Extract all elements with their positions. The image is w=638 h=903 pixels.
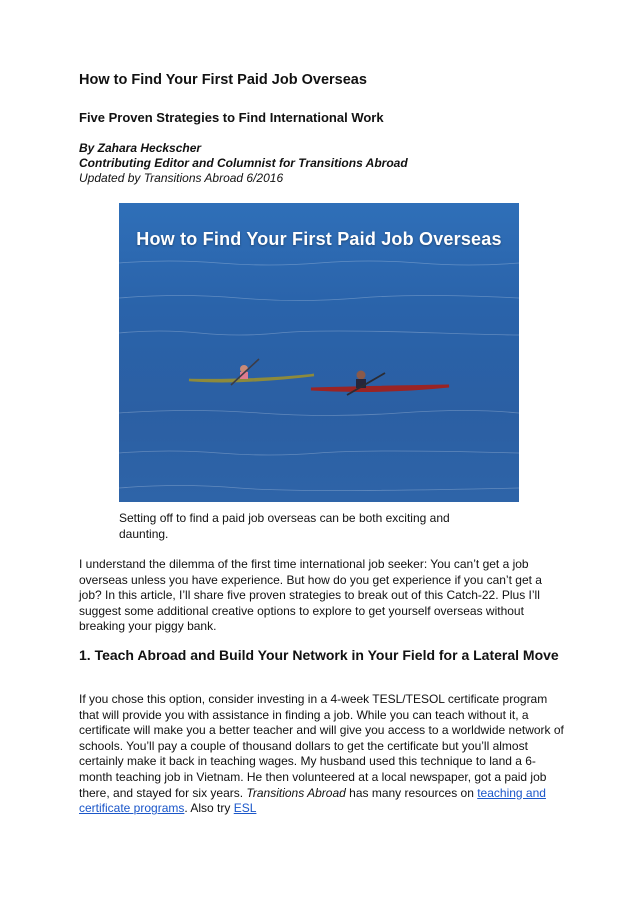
section-1-paragraph [79, 692, 564, 817]
publication-name: Transitions Abroad [246, 785, 346, 800]
intro-paragraph: I understand the dilemma of the first time international job seeker: You can’t get a job overseas unless you have experience. But how do you get experience if you can’t get a job? In this article, I’ll share five proven strategies to break out of this Catch-22. Plus I’ll suggest some additional creative options to explore to get yourself overseas without breaking your piggy bank. [79, 557, 542, 634]
article-photo [119, 203, 519, 502]
kayak-back [189, 359, 314, 385]
author-name: By Zahara Heckscher [79, 141, 202, 155]
section-1-text-mid: has many resources on [345, 785, 478, 800]
section-1-heading: 1. Teach Abroad and Build Your Network in Your Field for a Lateral Move [79, 647, 559, 663]
teaching-programs-link[interactable]: teaching and certificate programs [79, 785, 546, 816]
esl-link[interactable]: ESL [233, 801, 257, 816]
article-title: How to Find Your First Paid Job Overseas [79, 72, 367, 88]
author-role: Contributing Editor and Columnist for Transitions Abroad [79, 156, 408, 170]
article-subtitle: Five Proven Strategies to Find International Work [79, 110, 384, 125]
section-1-text: If you chose this option, consider investing in a 4-week TESL/TESOL certificate program that will provide you with assistance in finding a job. While you can teach without it, a certificate will make you a better teacher and will give you access to a worldwide network of schools. You’ll pay a couple of thousand dollars to get the certificate but you’ll almost certainly make it back in teaching wages. My husband used this technique to land a 6-month teaching job in Vietnam. He then volunteered at a local newspaper, got a paid job there, and stayed for six years. [79, 692, 564, 800]
section-1-text-after: . Also try [184, 801, 234, 816]
byline [79, 141, 408, 186]
photo-caption: Setting off to find a paid job overseas can be both exciting and daunting. [119, 511, 450, 541]
photo-overlay-title: How to Find Your First Paid Job Overseas [136, 229, 502, 249]
updated-note: Updated by Transitions Abroad 6/2016 [79, 171, 284, 185]
kayak-front [311, 371, 449, 396]
